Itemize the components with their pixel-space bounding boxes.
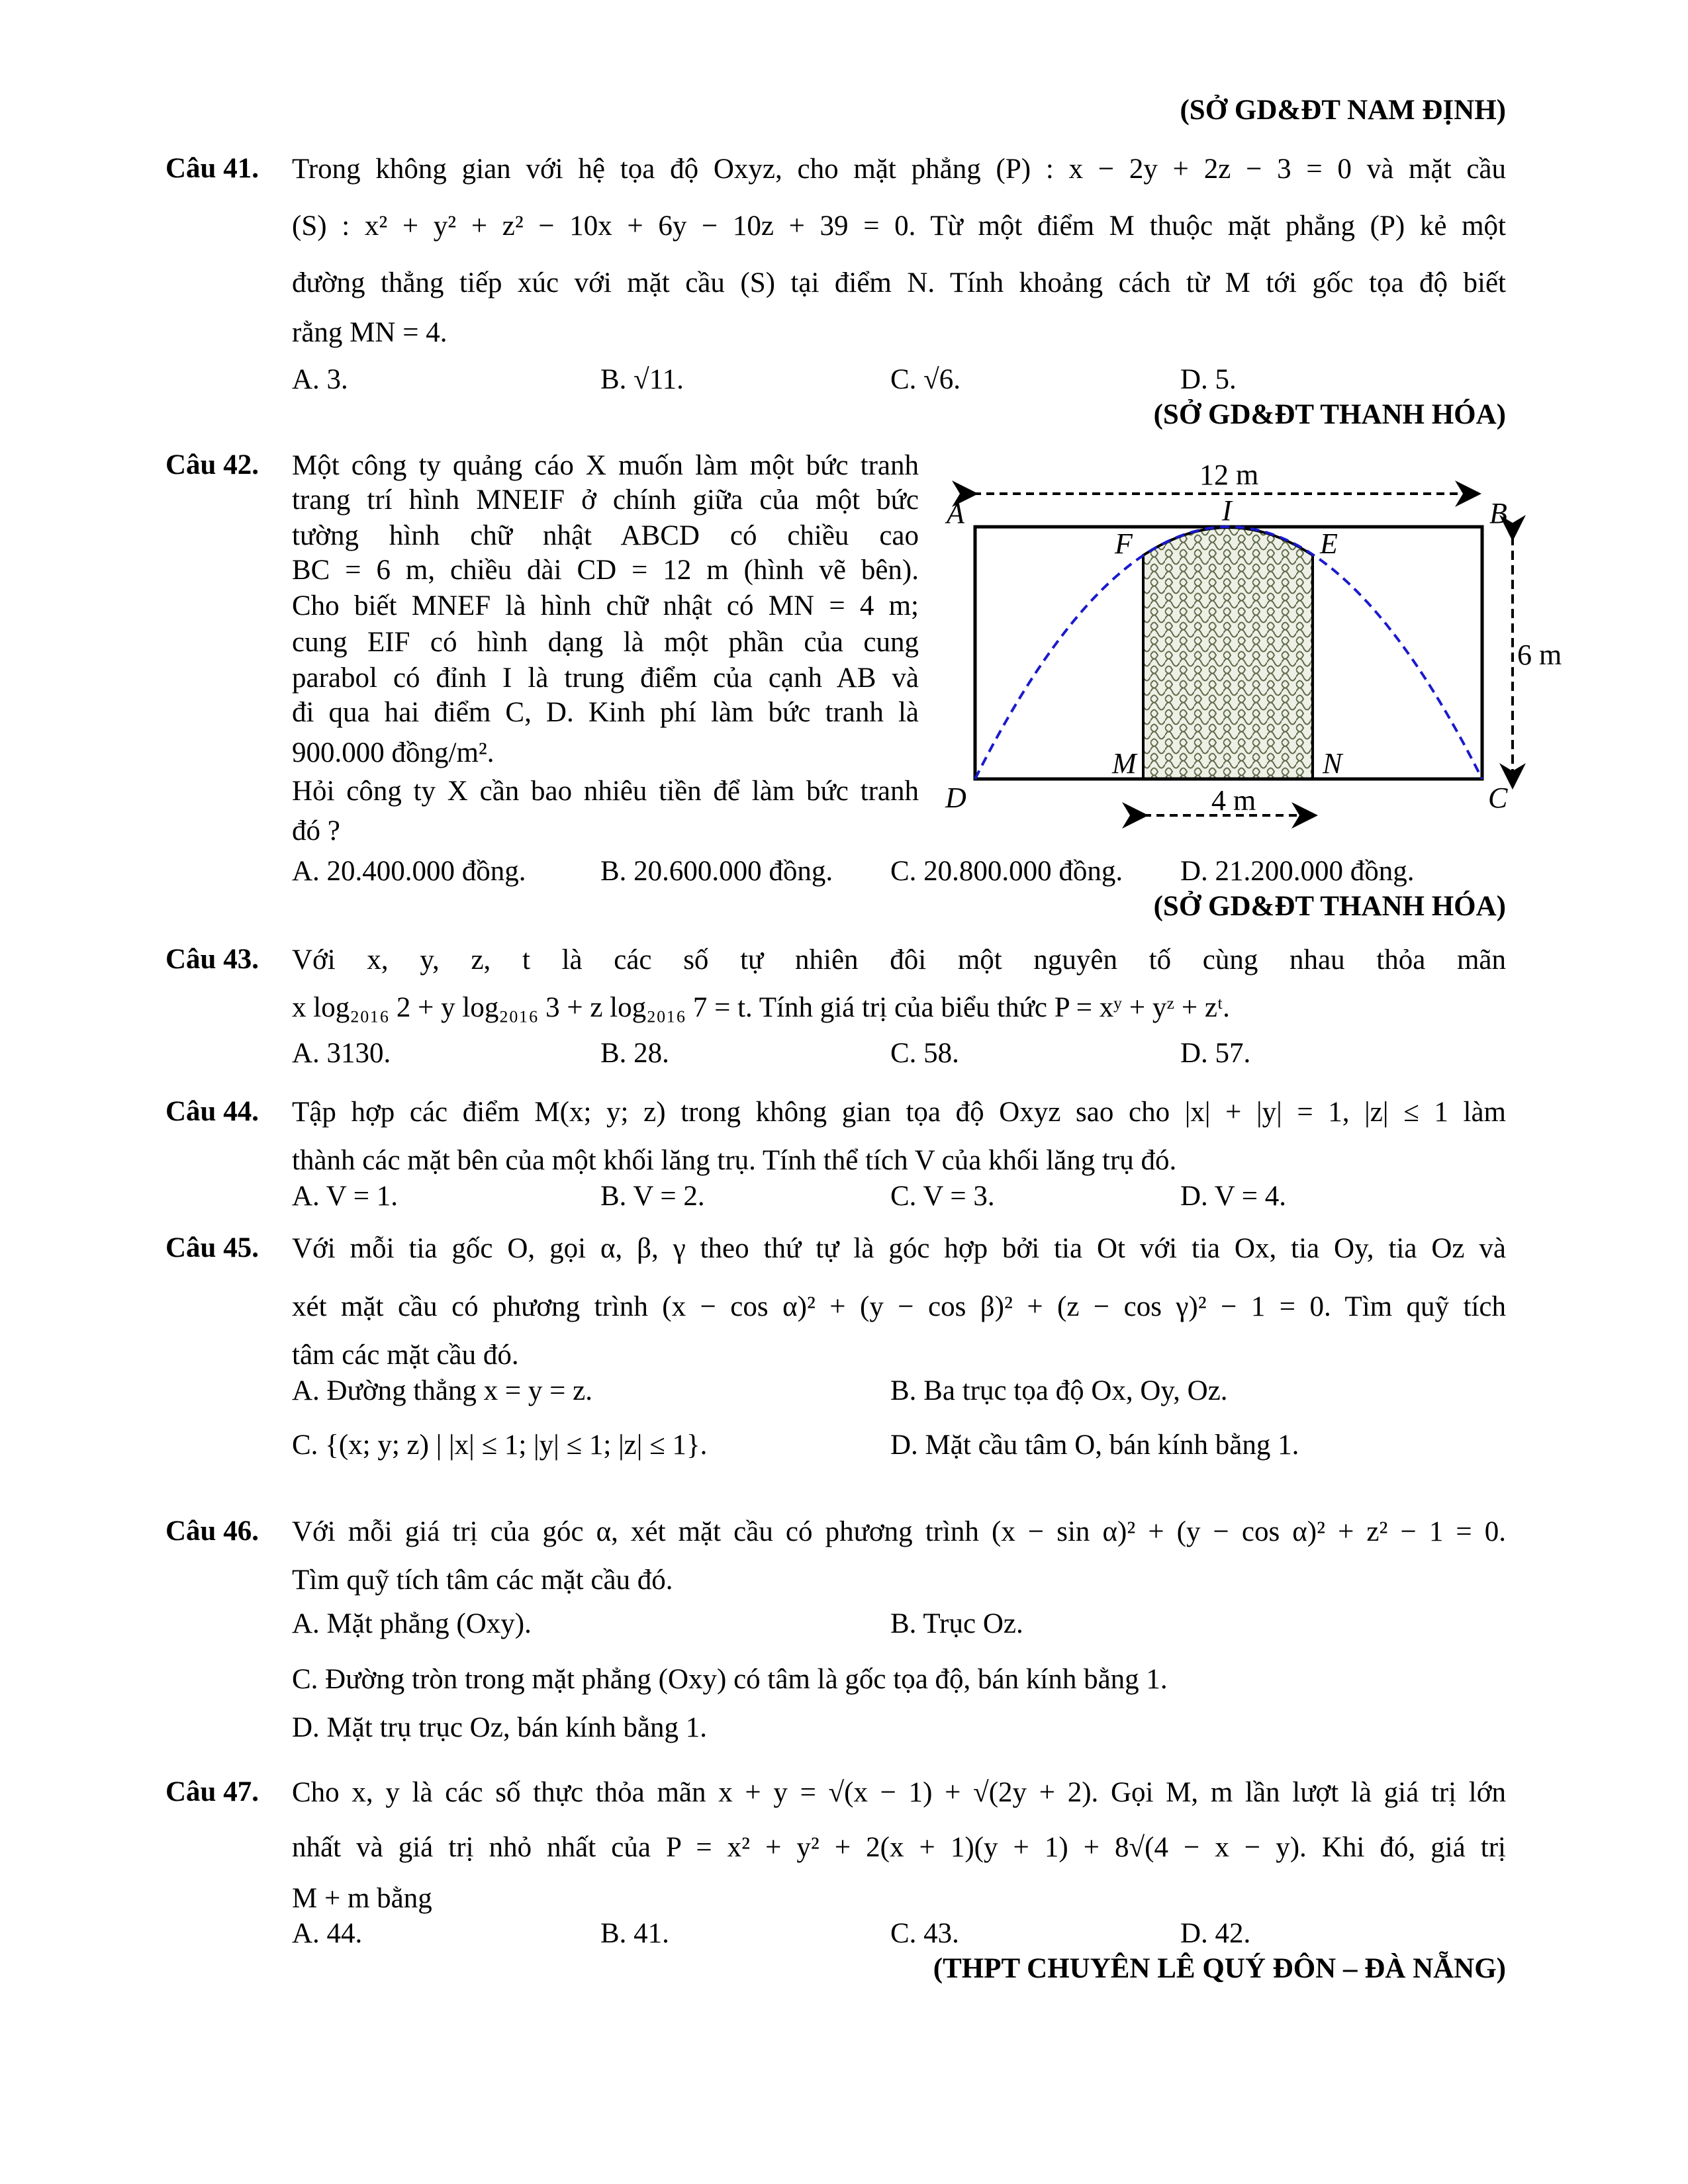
question-text: Với mỗi giá trị của góc α, xét mặt cầu có phương trình (x − sin α)² + (y − cos α)² + z² − 1 = 0. <box>292 1516 1506 1547</box>
question-text: Với mỗi tia gốc O, gọi α, β, γ theo thứ tự là góc hợp bởi tia Ot với tia Ox, tia Oy, tia Oz và <box>292 1233 1506 1264</box>
question-text: xét mặt cầu có phương trình (x − cos α)² + (y − cos β)² + (z − cos γ)² − 1 = 0. Tìm quỹ tích <box>292 1291 1506 1322</box>
height-label: 6 m <box>1517 639 1562 671</box>
option-a: A. 20.400.000 đồng. <box>292 856 526 887</box>
question-text: đó ? <box>292 815 340 846</box>
option-c: C. √6. <box>890 364 961 395</box>
option-b: B. V = 2. <box>600 1181 705 1212</box>
option-c: C. {(x; y; z) | |x| ≤ 1; |y| ≤ 1; |z| ≤ 1}. <box>292 1430 708 1461</box>
option-c: C. Đường tròn trong mặt phẳng (Oxy) có tâm là gốc tọa độ, bán kính bằng 1. <box>292 1664 1168 1695</box>
question-text: cung EIF có hình dạng là một phần của cung <box>292 627 919 658</box>
wall-painting-figure <box>0 0 1688 860</box>
question-text: Tập hợp các điểm M(x; y; z) trong không gian tọa độ Oxyz sao cho |x| + |y| = 1, |z| ≤ 1 làm <box>292 1097 1506 1128</box>
question-text: Trong không gian với hệ tọa độ Oxyz, cho mặt phẳng (P) : x − 2y + 2z − 3 = 0 và mặt cầu <box>292 154 1506 185</box>
width-label: 12 m <box>1199 459 1259 491</box>
option-c: C. 58. <box>890 1038 959 1069</box>
option-d: D. 57. <box>1180 1038 1251 1069</box>
question-text: (S) : x² + y² + z² − 10x + 6y − 10z + 39 = 0. Từ một điểm M thuộc mặt phẳng (P) kẻ một <box>292 210 1506 242</box>
point-n-label: N <box>1323 747 1342 780</box>
question-text: BC = 6 m, chiều dài CD = 12 m (hình vẽ bên). <box>292 555 919 586</box>
question-text: tâm các mặt cầu đó. <box>292 1340 519 1371</box>
option-a: A. 3. <box>292 364 348 395</box>
question-text: 900.000 đồng/m². <box>292 737 494 768</box>
point-m-label: M <box>1112 747 1137 780</box>
question-text: parabol có đỉnh I là trung điểm của cạnh AB và <box>292 662 919 694</box>
question-label: Câu 44. <box>165 1096 259 1127</box>
option-d: D. 5. <box>1180 364 1237 395</box>
option-d: D. 21.200.000 đồng. <box>1180 856 1415 887</box>
point-i-label: I <box>1222 494 1232 527</box>
point-d-label: D <box>945 782 966 814</box>
question-text: Hỏi công ty X cần bao nhiêu tiền để làm bức tranh <box>292 776 919 807</box>
option-a: A. V = 1. <box>292 1181 399 1212</box>
option-d: D. Mặt trụ trục Oz, bán kính bằng 1. <box>292 1712 707 1743</box>
question-text: Cho biết MNEF là hình chữ nhật có MN = 4 m; <box>292 590 919 621</box>
question-text: Một công ty quảng cáo X muốn làm một bức tranh <box>292 450 919 481</box>
option-b: B. Ba trục tọa độ Ox, Oy, Oz. <box>890 1375 1228 1406</box>
question-label: Câu 47. <box>165 1776 259 1807</box>
question-text: đường thẳng tiếp xúc với mặt cầu (S) tại điểm N. Tính khoảng cách từ M tới gốc tọa độ biết <box>292 267 1506 298</box>
question-label: Câu 43. <box>165 944 259 975</box>
option-c: C. V = 3. <box>890 1181 995 1212</box>
option-d: D. V = 4. <box>1180 1181 1287 1212</box>
question-text: Tìm quỹ tích tâm các mặt cầu đó. <box>292 1565 673 1596</box>
option-b: B. Trục Oz. <box>890 1608 1023 1639</box>
question-label: Câu 42. <box>165 449 259 480</box>
question-text: nhất và giá trị nhỏ nhất của P = x² + y² + 2(x + 1)(y + 1) + 8√(4 − x − y). Khi đó, giá trị <box>292 1832 1506 1863</box>
question-text: Cho x, y là các số thực thỏa mãn x + y = √(x − 1) + √(2y + 2). Gọi M, m lần lượt là giá trị lớn <box>292 1777 1506 1808</box>
option-a: A. Mặt phẳng (Oxy). <box>292 1608 532 1639</box>
source-label: (THPT CHUYÊN LÊ QUÝ ĐÔN – ĐÀ NẴNG) <box>933 1953 1506 1984</box>
question-text: tường hình chữ nhật ABCD có chiều cao <box>292 520 919 551</box>
base-label: 4 m <box>1211 784 1256 817</box>
source-label: (SỞ GD&ĐT NAM ĐỊNH) <box>1180 95 1506 126</box>
option-b: B. 20.600.000 đồng. <box>600 856 833 887</box>
question-label: Câu 41. <box>165 153 259 184</box>
source-label: (SỞ GD&ĐT THANH HÓA) <box>1153 891 1506 922</box>
question-text: trang trí hình MNEIF ở chính giữa của một bức <box>292 484 919 516</box>
option-c: C. 20.800.000 đồng. <box>890 856 1123 887</box>
point-b-label: B <box>1489 497 1507 529</box>
option-d: D. Mặt cầu tâm O, bán kính bằng 1. <box>890 1430 1299 1461</box>
option-b: B. 41. <box>600 1918 669 1949</box>
option-c: C. 43. <box>890 1918 959 1949</box>
question-label: Câu 45. <box>165 1232 259 1263</box>
question-label: Câu 46. <box>165 1516 259 1547</box>
question-text: x log₂₀₁₆ 2 + y log₂₀₁₆ 3 + z log₂₀₁₆ 7 = t. Tính giá trị của biểu thức P = xʸ + yᶻ + zᵗ. <box>292 992 1230 1023</box>
point-c-label: C <box>1488 782 1508 814</box>
question-text: M + m bằng <box>292 1883 432 1914</box>
question-text: rằng MN = 4. <box>292 317 447 348</box>
option-a: A. 3130. <box>292 1038 391 1069</box>
point-a-label: A <box>947 497 964 529</box>
option-b: B. 28. <box>600 1038 669 1069</box>
question-text: Với x, y, z, t là các số tự nhiên đôi một nguyên tố cùng nhau thỏa mãn <box>292 944 1506 976</box>
option-a: A. 44. <box>292 1918 363 1949</box>
point-f-label: F <box>1115 527 1133 560</box>
question-text: đi qua hai điểm C, D. Kinh phí làm bức tranh là <box>292 697 919 728</box>
painting-region <box>1143 527 1313 779</box>
point-e-label: E <box>1320 527 1338 560</box>
source-label: (SỞ GD&ĐT THANH HÓA) <box>1153 399 1506 430</box>
option-d: D. 42. <box>1180 1918 1251 1949</box>
option-b: B. √11. <box>600 364 684 395</box>
question-text: thành các mặt bên của một khối lăng trụ. Tính thể tích V của khối lăng trụ đó. <box>292 1145 1177 1176</box>
option-a: A. Đường thẳng x = y = z. <box>292 1375 593 1406</box>
